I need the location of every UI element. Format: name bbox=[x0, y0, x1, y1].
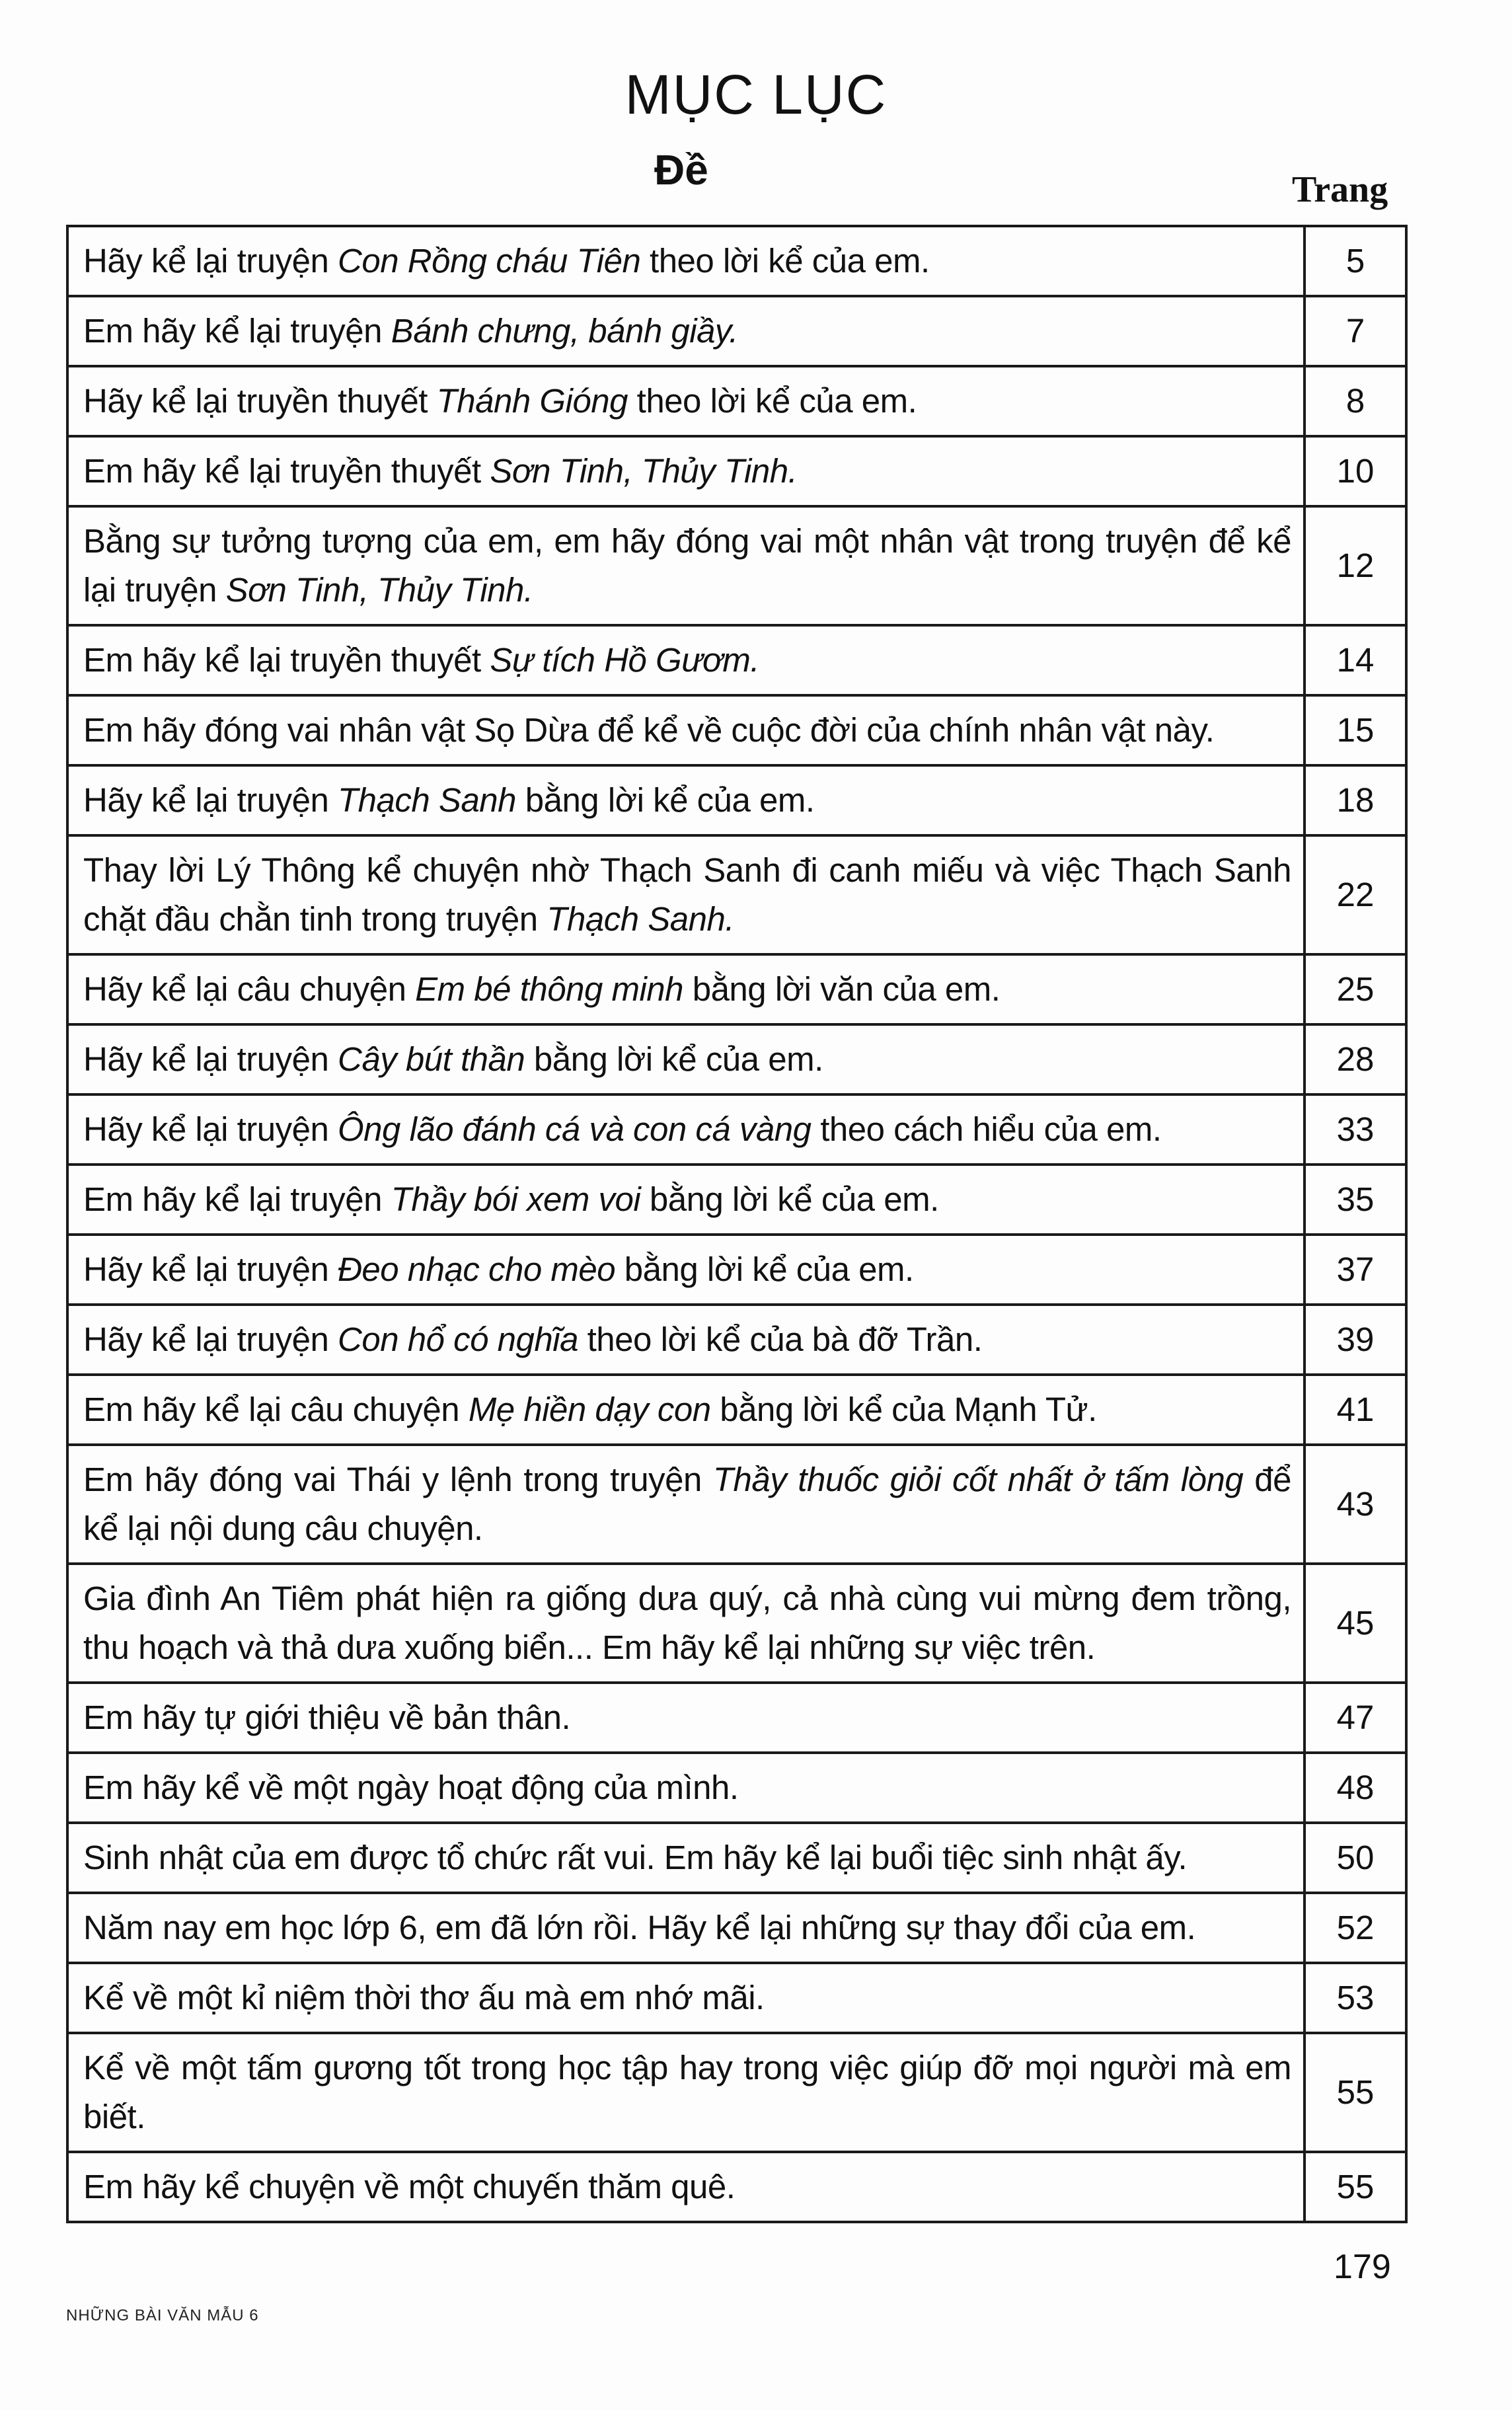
entry-text: bằng lời kể của em. bbox=[516, 781, 815, 819]
entry-story-title: Thạch Sanh. bbox=[547, 900, 735, 938]
toc-entry-page: 50 bbox=[1304, 1823, 1406, 1893]
entry-text: Thay lời Lý Thông kể chuyện nhờ Thạch Sanh đi canh miếu và việc Thạch Sanh chặt đầu chằn tinh trong truyện bbox=[83, 851, 1291, 938]
entry-story-title: Đeo nhạc cho mèo bbox=[338, 1250, 616, 1288]
toc-entry-title bbox=[67, 1165, 1304, 1235]
page-title: MỤC LỤC bbox=[624, 63, 888, 126]
toc-row bbox=[67, 1753, 1406, 1823]
entry-text: Kể về một tấm gương tốt trong học tập hay trong việc giúp đỡ mọi người mà em biết. bbox=[83, 2049, 1291, 2135]
toc-row bbox=[67, 436, 1406, 506]
entry-text: Hãy kể lại truyện bbox=[83, 781, 338, 819]
entry-story-title: Thạch Sanh bbox=[338, 781, 517, 819]
entry-story-title: Thầy thuốc giỏi cốt nhất ở tấm lòng bbox=[712, 1461, 1244, 1498]
toc-entry-title bbox=[67, 1235, 1304, 1305]
toc-entry-page: 10 bbox=[1304, 436, 1406, 506]
entry-text: Em hãy kể lại truyền thuyết bbox=[83, 452, 490, 490]
toc-entry-page: 53 bbox=[1304, 1963, 1406, 2033]
page-number: 179 bbox=[1334, 2248, 1391, 2286]
toc-row bbox=[67, 695, 1406, 765]
toc-row bbox=[67, 1235, 1406, 1305]
toc-entry-title bbox=[67, 954, 1304, 1024]
entry-story-title: Thánh Gióng bbox=[436, 382, 628, 420]
toc-entry-title bbox=[67, 765, 1304, 835]
toc-row bbox=[67, 226, 1406, 296]
toc-entry-title bbox=[67, 1094, 1304, 1165]
entry-text: bằng lời văn của em. bbox=[683, 970, 1001, 1008]
entry-text: Hãy kể lại truyện bbox=[83, 1110, 338, 1148]
entry-text: Hãy kể lại truyện bbox=[83, 1040, 338, 1078]
toc-entry-page: 41 bbox=[1304, 1375, 1406, 1445]
toc-entry-title bbox=[67, 296, 1304, 366]
entry-text: Em hãy kể chuyện về một chuyến thăm quê. bbox=[83, 2168, 736, 2205]
entry-text: theo lời kể của bà đỡ Trần. bbox=[578, 1320, 983, 1358]
entry-text: Em hãy kể lại truyện bbox=[83, 312, 391, 350]
toc-entry-page: 47 bbox=[1304, 1683, 1406, 1753]
toc-row bbox=[67, 1024, 1406, 1094]
toc-entry-page: 35 bbox=[1304, 1165, 1406, 1235]
entry-story-title: Con hổ có nghĩa bbox=[338, 1320, 578, 1358]
entry-text: theo lời kể của em. bbox=[627, 382, 917, 420]
toc-row bbox=[67, 1564, 1406, 1683]
entry-text: Em hãy kể lại câu chuyện bbox=[83, 1391, 469, 1428]
toc-entry-title bbox=[67, 2152, 1304, 2222]
toc-entry-page: 52 bbox=[1304, 1893, 1406, 1963]
toc-entry-page: 15 bbox=[1304, 695, 1406, 765]
toc-entry-title bbox=[67, 1375, 1304, 1445]
entry-story-title: Em bé thông minh bbox=[415, 970, 684, 1008]
entry-text: theo cách hiểu của em. bbox=[811, 1110, 1162, 1148]
toc-entry-title bbox=[67, 2033, 1304, 2152]
entry-text: Năm nay em học lớp 6, em đã lớn rồi. Hãy kể lại những sự thay đổi của em. bbox=[83, 1909, 1196, 1946]
toc-entry-title bbox=[67, 835, 1304, 954]
entry-text: Em hãy kể lại truyện bbox=[83, 1180, 391, 1218]
entry-text: để kể lại nội dung câu chuyện. bbox=[83, 1461, 1291, 1547]
entry-text: Em hãy tự giới thiệu về bản thân. bbox=[83, 1699, 571, 1736]
toc-entry-title bbox=[67, 1683, 1304, 1753]
toc-row bbox=[67, 2152, 1406, 2222]
entry-text: bằng lời kể của em. bbox=[525, 1040, 823, 1078]
entry-text: Hãy kể lại truyền thuyết bbox=[83, 382, 437, 420]
toc-entry-page: 55 bbox=[1304, 2152, 1406, 2222]
toc-entry-title bbox=[67, 1963, 1304, 2033]
toc-row bbox=[67, 954, 1406, 1024]
entry-story-title: Con Rồng cháu Tiên bbox=[338, 242, 641, 280]
toc-row bbox=[67, 366, 1406, 436]
toc-entry-title bbox=[67, 1753, 1304, 1823]
entry-text: bằng lời kể của Mạnh Tử. bbox=[710, 1391, 1097, 1428]
entry-text: bằng lời kể của em. bbox=[615, 1250, 914, 1288]
entry-text: Hãy kể lại truyện bbox=[83, 242, 338, 280]
toc-entry-page: 8 bbox=[1304, 366, 1406, 436]
entry-text: theo lời kể của em. bbox=[640, 242, 930, 280]
entry-story-title: Bánh chưng, bánh giầy. bbox=[391, 312, 738, 350]
toc-entry-page: 43 bbox=[1304, 1445, 1406, 1564]
entry-story-title: Sự tích Hồ Gươm. bbox=[490, 641, 760, 679]
toc-entry-page: 33 bbox=[1304, 1094, 1406, 1165]
toc-entry-title bbox=[67, 1024, 1304, 1094]
toc-entry-page: 22 bbox=[1304, 835, 1406, 954]
entry-story-title: Ông lão đánh cá và con cá vàng bbox=[338, 1110, 812, 1148]
toc-entry-page: 37 bbox=[1304, 1235, 1406, 1305]
toc-row bbox=[67, 1683, 1406, 1753]
toc-row bbox=[67, 1823, 1406, 1893]
entry-story-title: Mẹ hiền dạy con bbox=[468, 1391, 711, 1428]
entry-text: Gia đình An Tiêm phát hiện ra giống dưa quý, cả nhà cùng vui mừng đem trồng, thu hoạch và thả dưa xuống biển... Em hãy kể lại những sự việc trên. bbox=[83, 1580, 1291, 1666]
entry-story-title: Thầy bói xem voi bbox=[391, 1180, 641, 1218]
toc-entry-title bbox=[67, 1445, 1304, 1564]
toc-entry-title bbox=[67, 1823, 1304, 1893]
toc-entry-page: 48 bbox=[1304, 1753, 1406, 1823]
toc-entry-page: 5 bbox=[1304, 226, 1406, 296]
toc-entry-page: 18 bbox=[1304, 765, 1406, 835]
toc-row bbox=[67, 1893, 1406, 1963]
toc-entry-page: 45 bbox=[1304, 1564, 1406, 1683]
entry-story-title: Cây bút thần bbox=[338, 1040, 525, 1078]
entry-story-title: Sơn Tinh, Thủy Tinh. bbox=[490, 452, 798, 490]
entry-story-title: Sơn Tinh, Thủy Tinh. bbox=[225, 571, 533, 609]
toc-entry-page: 14 bbox=[1304, 625, 1406, 695]
column-header-page: Trang bbox=[1292, 169, 1388, 210]
toc-entry-page: 39 bbox=[1304, 1305, 1406, 1375]
toc-row bbox=[67, 296, 1406, 366]
toc-entry-title bbox=[67, 1305, 1304, 1375]
toc-row bbox=[67, 1963, 1406, 2033]
entry-text: Em hãy đóng vai Thái y lệnh trong truyện bbox=[83, 1461, 713, 1498]
table-of-contents bbox=[66, 225, 1408, 2223]
entry-text: Em hãy đóng vai nhân vật Sọ Dừa để kể về cuộc đời của chính nhân vật này. bbox=[83, 711, 1215, 749]
toc-body bbox=[67, 226, 1406, 2222]
entry-text: bằng lời kể của em. bbox=[640, 1180, 939, 1218]
toc-entry-title bbox=[67, 226, 1304, 296]
toc-row bbox=[67, 1305, 1406, 1375]
column-header-topic: Đề bbox=[654, 146, 708, 194]
toc-entry-page: 25 bbox=[1304, 954, 1406, 1024]
entry-text: Bằng sự tưởng tượng của em, em hãy đóng vai một nhân vật trong truyện để kể lại truyện bbox=[83, 522, 1291, 609]
toc-row bbox=[67, 2033, 1406, 2152]
entry-text: Hãy kể lại truyện bbox=[83, 1320, 338, 1358]
toc-row bbox=[67, 625, 1406, 695]
toc-row bbox=[67, 1375, 1406, 1445]
toc-entry-title bbox=[67, 366, 1304, 436]
toc-row bbox=[67, 506, 1406, 625]
toc-entry-title bbox=[67, 506, 1304, 625]
toc-row bbox=[67, 835, 1406, 954]
toc-row bbox=[67, 1165, 1406, 1235]
entry-text: Sinh nhật của em được tổ chức rất vui. Em hãy kể lại buổi tiệc sinh nhật ấy. bbox=[83, 1839, 1188, 1876]
toc-entry-title bbox=[67, 625, 1304, 695]
toc-entry-page: 28 bbox=[1304, 1024, 1406, 1094]
toc-row bbox=[67, 765, 1406, 835]
entry-text: Hãy kể lại truyện bbox=[83, 1250, 338, 1288]
toc-row bbox=[67, 1445, 1406, 1564]
toc-entry-page: 12 bbox=[1304, 506, 1406, 625]
toc-entry-page: 7 bbox=[1304, 296, 1406, 366]
toc-entry-title bbox=[67, 1893, 1304, 1963]
toc-entry-title bbox=[67, 695, 1304, 765]
toc-entry-page: 55 bbox=[1304, 2033, 1406, 2152]
toc-row bbox=[67, 1094, 1406, 1165]
entry-text: Em hãy kể về một ngày hoạt động của mình. bbox=[83, 1769, 739, 1806]
toc-entry-title bbox=[67, 1564, 1304, 1683]
entry-text: Kể về một kỉ niệm thời thơ ấu mà em nhớ mãi. bbox=[83, 1979, 765, 2016]
toc-entry-title bbox=[67, 436, 1304, 506]
entry-text: Hãy kể lại câu chuyện bbox=[83, 970, 416, 1008]
book-footer: NHỮNG BÀI VĂN MẪU 6 bbox=[66, 2307, 259, 2324]
entry-text: Em hãy kể lại truyền thuyết bbox=[83, 641, 490, 679]
